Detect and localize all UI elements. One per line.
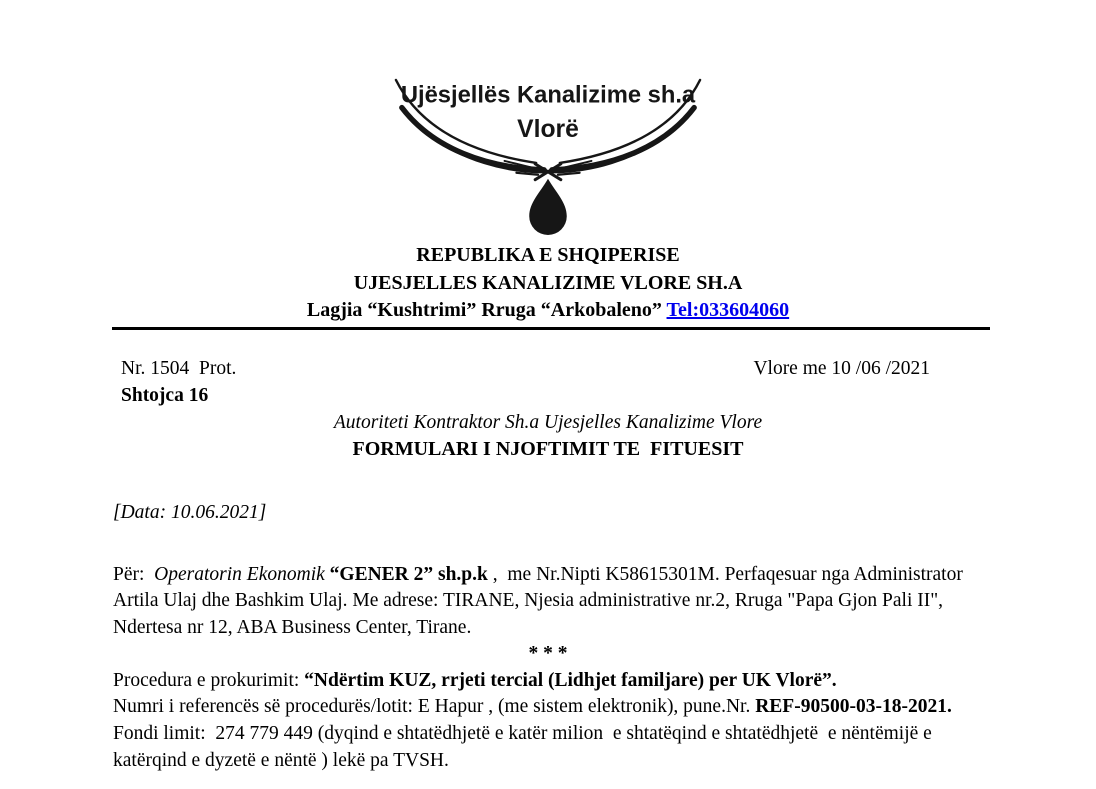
fund-limit-value: 274 779 449 (dyqind e shtatëdhjetë e katër milion e shtatëqind e shtatëdhjetë e nëntëmijë e katërqind e dyzetë e nëntë ) lekë pa TVSH. bbox=[113, 723, 937, 771]
protocol-number: Nr. 1504 Prot. bbox=[121, 357, 237, 379]
company-logo bbox=[0, 0, 1096, 238]
annex-label: Shtojca 16 bbox=[121, 384, 209, 406]
reference-label: Numri i referencës së procedurës/lotit: E Hapur , (me sistem elektronik), pune.Nr. bbox=[113, 696, 756, 718]
procedure-title: “Ndërtim KUZ, rrjeti tercial (Lidhjet familjare) per UK Vlorë”. bbox=[304, 669, 837, 691]
recipient-entity-type: Operatorin Ekonomik bbox=[154, 563, 325, 585]
recipient-paragraph bbox=[113, 562, 992, 642]
phone-link[interactable]: Tel:033604060 bbox=[666, 299, 790, 321]
document-date-line: [Data: 10.06.2021] bbox=[113, 501, 267, 523]
company-title: UJESJELLES KANALIZIME VLORE SH.A bbox=[353, 271, 743, 294]
reference-number: REF-90500-03-18-2021. bbox=[755, 696, 952, 718]
fund-limit-label: Fondi limit: bbox=[113, 723, 216, 745]
place-date: Vlore me 10 /06 /2021 bbox=[753, 357, 930, 379]
address-line bbox=[0, 297, 1096, 325]
fund-limit-paragraph bbox=[113, 721, 992, 774]
recipient-details: , me Nr.Nipti K58615301M. Perfaqesuar nga Administrator Artila Ulaj dhe Bashkim Ulaj. Me adrese: TIRANE, Njesia administrative nr.2, Rruga "Papa Gjon Pali II", Ndertesa nr 12, ABA Business Center, Tirane. bbox=[113, 563, 972, 638]
address-text: Lagjia “Kushtrimi” Rruga “Arkobaleno” bbox=[306, 299, 667, 321]
procedure-paragraph bbox=[113, 668, 992, 695]
contracting-authority-line: Autoriteti Kontraktor Sh.a Ujesjelles Kanalizime Vlore bbox=[333, 411, 763, 433]
water-utility-logo-icon bbox=[390, 72, 706, 238]
asterisk-separator: * * * bbox=[528, 643, 568, 665]
recipient-company-name: “GENER 2” sh.p.k bbox=[324, 563, 488, 585]
letterhead bbox=[0, 242, 1096, 325]
header-divider bbox=[112, 327, 990, 330]
republic-title: REPUBLIKA E SHQIPERISE bbox=[416, 244, 680, 266]
procedure-label: Procedura e prokurimit: bbox=[113, 669, 305, 691]
protocol-date-row bbox=[121, 355, 930, 382]
reference-paragraph bbox=[113, 694, 992, 721]
water-drop-icon bbox=[529, 179, 567, 235]
logo-company-name: Ujësjellës Kanalizime sh.a bbox=[400, 82, 696, 109]
form-title: FORMULARI I NJOFTIMIT TE FITUESIT bbox=[352, 437, 744, 460]
logo-city-name: Vlorë bbox=[517, 116, 579, 144]
recipient-label: Për: bbox=[113, 563, 155, 585]
